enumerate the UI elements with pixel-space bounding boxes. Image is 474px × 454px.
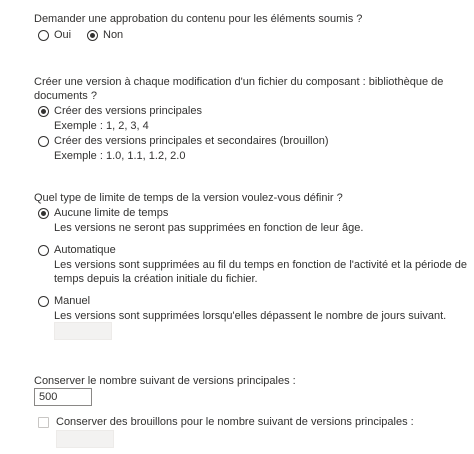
major-minor-versions-radio[interactable] — [38, 136, 49, 147]
content-approval-question: Demander une approbation du contenu pour les éléments soumis ? — [34, 13, 363, 25]
major-minor-versions-example: Exemple : 1.0, 1.1, 1.2, 2.0 — [54, 150, 186, 162]
manual-days-input[interactable] — [54, 322, 112, 340]
automatic-radio[interactable] — [38, 245, 49, 256]
manual-description: Les versions sont supprimées lorsqu'elles dépassent le nombre de jours suivant. — [54, 310, 447, 322]
major-versions-label[interactable]: Créer des versions principales — [54, 105, 202, 117]
major-versions-count-label: Conserver le nombre suivant de versions principales : — [34, 375, 296, 387]
no-time-limit-label[interactable]: Aucune limite de temps — [54, 207, 169, 219]
time-limit-question: Quel type de limite de temps de la version voulez-vous définir ? — [34, 192, 343, 204]
approval-yes-radio[interactable] — [38, 30, 49, 41]
drafts-checkbox[interactable] — [38, 417, 49, 428]
major-minor-versions-label[interactable]: Créer des versions principales et secondaires (brouillon) — [54, 135, 329, 147]
major-versions-count-input[interactable] — [34, 388, 92, 406]
automatic-description-line1: Les versions sont supprimées au fil du temps en fonction de l'activité et la période de — [54, 259, 467, 271]
no-time-limit-description: Les versions ne seront pas supprimées en fonction de leur âge. — [54, 222, 364, 234]
manual-radio[interactable] — [38, 296, 49, 307]
approval-no-radio[interactable] — [87, 30, 98, 41]
no-time-limit-radio[interactable] — [38, 208, 49, 219]
approval-no-label[interactable]: Non — [103, 29, 124, 41]
major-versions-example: Exemple : 1, 2, 3, 4 — [54, 120, 149, 132]
drafts-label[interactable]: Conserver des brouillons pour le nombre suivant de versions principales : — [56, 416, 414, 428]
automatic-description-line2: temps depuis la création initiale du fichier. — [54, 273, 258, 285]
drafts-count-input[interactable] — [56, 430, 114, 448]
automatic-label[interactable]: Automatique — [54, 244, 116, 256]
versioning-question-line1: Créer une version à chaque modification d'un fichier du composant : bibliothèque de — [34, 76, 444, 88]
manual-label[interactable]: Manuel — [54, 295, 91, 307]
major-versions-radio[interactable] — [38, 106, 49, 117]
approval-yes-label[interactable]: Oui — [54, 29, 72, 41]
versioning-question-line2: documents ? — [34, 90, 97, 102]
